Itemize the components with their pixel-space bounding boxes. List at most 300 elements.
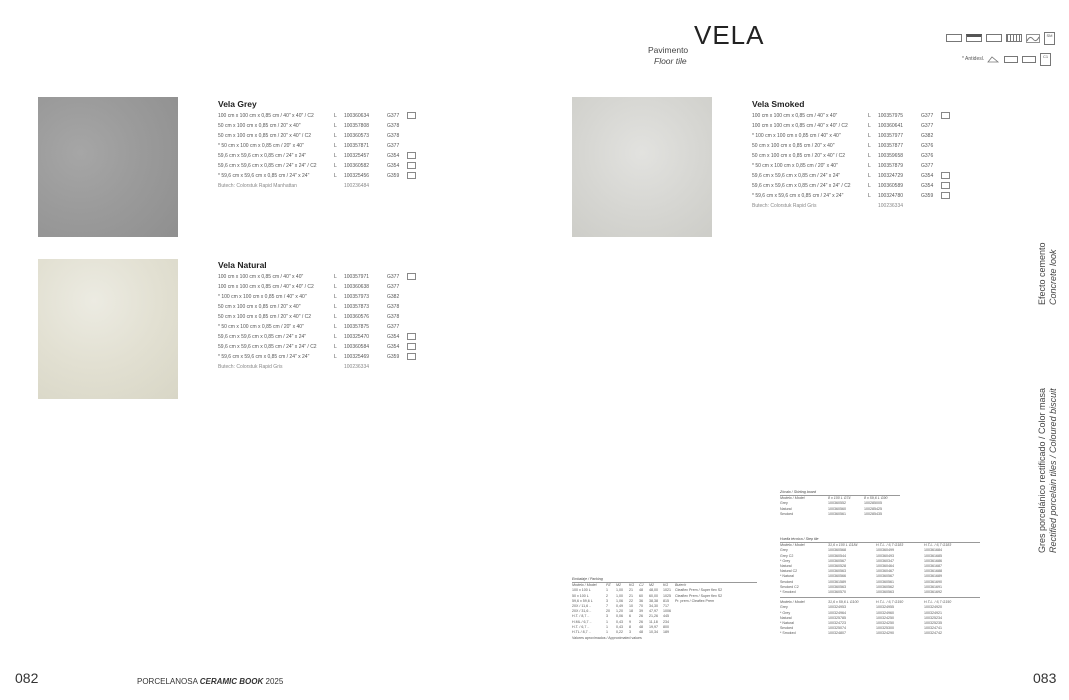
side-desc-en: Rectified porcelain tiles / Coloured biscuit [1048, 388, 1058, 553]
spec-size: 50 cm x 100 cm x 0,85 cm / 20" x 40" / C2 [218, 133, 312, 139]
spec-row [218, 111, 416, 121]
spec-code: 100357873 [344, 304, 370, 310]
tile-thin-icon [946, 34, 962, 42]
table-cell: H.ML / 6,7 .. [572, 619, 592, 624]
spec-row [752, 191, 950, 201]
spec-finish: L [334, 324, 337, 330]
skirting-title: Zócalo / Skirting board [780, 490, 816, 494]
spec-finish: L [868, 173, 871, 179]
table-header-cell: 8 x 59,6 L G90 [864, 496, 888, 501]
cert-icon [407, 273, 416, 280]
spec-code: 100357877 [878, 143, 904, 149]
table-cell: 100325074 [828, 626, 846, 631]
table-cell: 18 [629, 609, 633, 614]
table-cell: 100361687 [924, 564, 942, 569]
cert-icon [941, 192, 950, 199]
table-cell: 100360347 [876, 558, 894, 563]
table-cell: 3 [606, 614, 608, 619]
page-number-right: 083 [1033, 670, 1057, 686]
spec-finish: L [334, 153, 337, 159]
spec-finish: L [868, 113, 871, 119]
table-cell: 20X / 31,6 .. [572, 609, 592, 614]
spec-size: * 59,6 cm x 59,6 cm x 0,85 cm / 24" x 24" [752, 193, 844, 199]
table-cell: 21 [629, 588, 633, 593]
table-cell: 38,38 [649, 598, 658, 603]
spec-finish: L [334, 274, 337, 280]
spec-finish: L [334, 133, 337, 139]
spec-group: G354 [921, 173, 934, 179]
table-cell: 10,34 [649, 630, 658, 635]
bullet-spacer [334, 362, 344, 372]
spec-size: * 50 cm x 100 cm x 0,85 cm / 20" x 40" [752, 163, 838, 169]
table-cell: 100360467 [876, 569, 894, 574]
table-cell: 100361689 [924, 574, 942, 579]
spec-size: * 59,6 cm x 59,6 cm x 0,85 cm / 24" x 24" [218, 173, 310, 179]
table-header-cell: Modelo / Model [780, 600, 805, 605]
spec-finish: L [334, 314, 337, 320]
spec-row [218, 272, 416, 282]
spec-group: G354 [387, 334, 400, 340]
table-header-cell: Modelo / Model [780, 496, 805, 501]
spec-code: 100360584 [344, 344, 370, 350]
spec-finish: L [334, 284, 337, 290]
table-cell: 34,30 [649, 604, 658, 609]
spec-size: * 50 cm x 100 cm x 0,85 cm / 20" x 40" [218, 143, 304, 149]
bullet-label: Butech: Colorstuk Rapid Manhattan [218, 183, 297, 189]
table-cell: Smoked [780, 579, 794, 584]
spec-size: * 59,6 cm x 59,6 cm x 0,85 cm / 24" x 24" [218, 354, 310, 360]
table-cell: Cleaflex Prem / Super flex S2 [675, 588, 723, 593]
table-header-cell: PZ [606, 583, 611, 588]
antislip-note: * Antidesl. [962, 56, 985, 62]
antislip-icons [986, 53, 1051, 66]
table-cell [675, 630, 745, 635]
spec-group: G354 [387, 163, 400, 169]
spec-size: 50 cm x 100 cm x 0,85 cm / 20" x 40" / C2 [218, 314, 312, 320]
table-cell: Smoked C2 [780, 584, 799, 589]
table-cell: 100324955 [876, 605, 894, 610]
spec-group: G376 [921, 153, 934, 159]
table-cell: 100325235 [924, 621, 942, 626]
bullet-spacer [334, 181, 344, 191]
packing-table [572, 577, 757, 641]
bullet-code: 100236334 [344, 364, 370, 370]
side-label-es: Efecto cemento [1037, 242, 1047, 305]
tile-small-icon [1004, 56, 1018, 63]
cert-icon [407, 343, 416, 350]
table-cell: 100360493 [876, 553, 894, 558]
spec-size: 50 cm x 100 cm x 0,85 cm / 20" x 40" [218, 123, 301, 129]
table-cell: 100360567 [876, 574, 894, 579]
spec-code: 100325457 [344, 153, 370, 159]
spec-code: 100359658 [878, 153, 904, 159]
tile-small-icon-2 [1022, 56, 1036, 63]
table-cell: 100324290 [876, 631, 894, 636]
table-header-cell: CJ [639, 583, 644, 588]
spec-group: G378 [387, 304, 400, 310]
spec-row [752, 151, 950, 161]
table-cell: 100324250 [876, 621, 894, 626]
table-cell: * Smoked [780, 631, 796, 636]
footer-brand-prefix: PORCELANOSA [137, 677, 198, 686]
spec-group: G377 [387, 143, 400, 149]
table-cell: 100360499 [876, 548, 894, 553]
table-cell: 100360464 [876, 564, 894, 569]
spec-code: 100360589 [878, 183, 904, 189]
table-header-cell: H.T.L. / 6,7 G183 [924, 543, 952, 548]
spec-code: 100325470 [344, 334, 370, 340]
table-cell: 100360560 [828, 506, 846, 511]
spec-row [752, 171, 950, 181]
spec-row [218, 121, 416, 131]
spec-bullet [218, 181, 416, 191]
spec-size: 100 cm x 100 cm x 0,85 cm / 40" x 40" [218, 274, 304, 280]
spec-group: G377 [387, 274, 400, 280]
table-cell: 100324742 [924, 631, 942, 636]
table-cell: 8 [629, 624, 631, 629]
table-cell: 100324964 [828, 610, 846, 615]
tile-thick-icon [966, 34, 982, 42]
table-cell: 100324741 [924, 626, 942, 631]
bullet-label: Butech: Colorstuk Rapid Gris [752, 203, 817, 209]
table-cell: 100324921 [924, 610, 942, 615]
table-header-cell: KG [663, 583, 669, 588]
spec-size: * 100 cm x 100 cm x 0,85 cm / 40" x 40" [218, 294, 307, 300]
table-cell: 100285435 [864, 511, 882, 516]
wave-icon [1026, 34, 1040, 43]
table-cell: 0,06 [616, 614, 623, 619]
table-cell: 3 [629, 630, 631, 635]
table-cell: 100361688 [924, 569, 942, 574]
sm-badge: SM [1044, 32, 1055, 45]
table-cell: Grey [780, 548, 788, 553]
spec-group: G376 [921, 143, 934, 149]
table-cell: 48 [639, 588, 643, 593]
spec-finish: L [334, 334, 337, 340]
table-cell: 10 [629, 604, 633, 609]
spec-row [218, 282, 416, 292]
side-label-en: Concrete look [1048, 249, 1058, 305]
table-cell: 1 [606, 619, 608, 624]
divider [780, 597, 980, 598]
table-cell: 9 [629, 619, 631, 624]
table-cell: 189 [663, 630, 669, 635]
spec-size: 100 cm x 100 cm x 0,85 cm / 40" x 40" / C2 [218, 113, 314, 119]
table-cell: 100324807 [828, 631, 846, 636]
spec-group: G377 [387, 324, 400, 330]
table-cell: 60,00 [649, 593, 658, 598]
spec-group: G378 [387, 314, 400, 320]
spec-size: 100 cm x 100 cm x 0,85 cm / 40" x 40" / C2 [218, 284, 314, 290]
table-cell: 100324920 [924, 605, 942, 610]
product-grey [218, 99, 416, 191]
spec-code: 100357975 [878, 113, 904, 119]
product-natural [218, 260, 416, 372]
table-cell: 0,49 [616, 604, 623, 609]
table-cell: 70 [639, 604, 643, 609]
table-cell: 48 [639, 624, 643, 629]
table-cell: 100360528 [828, 564, 846, 569]
footer-brand-bold: CERAMIC BOOK [199, 677, 264, 686]
table-cell: 100361692 [924, 590, 942, 595]
spec-code: 100357871 [344, 143, 370, 149]
spec-code: 100360641 [878, 123, 904, 129]
spec-row [218, 141, 416, 151]
table-cell: 100360568 [828, 548, 846, 553]
spec-bullet [218, 362, 416, 372]
spec-row [752, 121, 950, 131]
table-cell: 100361685 [924, 553, 942, 558]
table-row [780, 590, 980, 595]
table-cell: 50 x 100 L [572, 593, 589, 598]
spec-row [218, 312, 416, 322]
spec-finish: L [334, 344, 337, 350]
table-cell: Natural [780, 506, 792, 511]
table-cell: 100360561 [828, 511, 846, 516]
table-cell: 100360566 [828, 574, 846, 579]
foot-icon [986, 55, 1000, 64]
spec-finish: L [868, 183, 871, 189]
table-cell: * Smoked [780, 590, 796, 595]
footer-brand [137, 677, 283, 686]
table-header-cell: H.T.L. / 6,7 G183 [876, 543, 904, 548]
spec-list [218, 111, 416, 191]
spec-list [218, 272, 416, 372]
table-cell: 1,20 [616, 609, 623, 614]
spec-code: 100360573 [344, 133, 370, 139]
spec-code: 100357977 [878, 133, 904, 139]
spec-size: 59,6 cm x 59,6 cm x 0,85 cm / 24" x 24" [218, 153, 307, 159]
page-number-left: 082 [15, 670, 39, 686]
table-cell: 59,6 x 59,6 L [572, 598, 593, 603]
table-cell: 100360562 [876, 584, 894, 589]
table-row [572, 630, 757, 635]
spec-group: G359 [387, 354, 400, 360]
table-cell: 1021 [663, 588, 671, 593]
spec-finish: L [868, 163, 871, 169]
spec-row [218, 322, 416, 332]
table-cell: 0,43 [616, 619, 623, 624]
spec-group: G354 [921, 183, 934, 189]
spec-finish: L [868, 133, 871, 139]
table-cell: Grey [780, 605, 788, 610]
spec-row [752, 181, 950, 191]
spec-size: 100 cm x 100 cm x 0,85 cm / 40" x 40" [752, 113, 838, 119]
spec-finish: L [868, 143, 871, 149]
table-cell: 22 [629, 598, 633, 603]
table-cell: 100324960 [876, 610, 894, 615]
table-cell: 100361686 [924, 558, 942, 563]
tile-image-smoked [572, 97, 712, 237]
tile-outline-icon [986, 34, 1002, 42]
table-cell: 1006 [663, 609, 671, 614]
cert-icon [407, 353, 416, 360]
table-cell: Smoked [780, 511, 794, 516]
cert-icon [407, 112, 416, 119]
spec-bullet [752, 201, 950, 211]
table-cell: 815 [663, 598, 669, 603]
spec-row [218, 171, 416, 181]
table-cell: 19,97 [649, 624, 658, 629]
cert-icon [407, 172, 416, 179]
table-header-cell: Modelo / Model [572, 583, 597, 588]
product-name: Vela Grey [218, 99, 257, 109]
table-cell: Grey C2 [780, 553, 794, 558]
spec-row [752, 111, 950, 121]
table-cell: 1,00 [616, 593, 623, 598]
table-cell: 100360544 [828, 553, 846, 558]
spec-row [218, 332, 416, 342]
table-cell: 100 x 100 L [572, 588, 591, 593]
spec-code: 100325469 [344, 354, 370, 360]
cert-icon [407, 162, 416, 169]
cert-icon [407, 152, 416, 159]
table-header-cell: Modelo / Model [780, 543, 805, 548]
table-cell: Natural C2 [780, 569, 798, 574]
table-cell: 100285425 [864, 506, 882, 511]
spec-group: G354 [387, 344, 400, 350]
spec-row [752, 161, 950, 171]
steps-title: Huella técnica / Step tile [780, 537, 819, 541]
spec-finish: L [334, 304, 337, 310]
spec-finish: L [334, 123, 337, 129]
table-header-cell: H.T.L. / 6,7 G150 [924, 600, 952, 605]
table-cell: H.T. / 8,7 .. [572, 614, 590, 619]
table-cell: 36 [639, 598, 643, 603]
table-cell: 100360570 [828, 590, 846, 595]
spec-finish: L [334, 354, 337, 360]
table-cell: 2 [606, 593, 608, 598]
product-name: Vela Smoked [752, 99, 805, 109]
table-row [780, 512, 900, 517]
table-cell: 11,18 [649, 619, 658, 624]
spec-code: 100324729 [878, 173, 904, 179]
table-header-cell: H.T.L. / 6,7 G150 [876, 600, 904, 605]
product-name: Vela Natural [218, 260, 267, 270]
spec-row [218, 131, 416, 141]
table-cell: * Natural [780, 574, 794, 579]
spec-size: 50 cm x 100 cm x 0,85 cm / 20" x 40" / C2 [752, 153, 846, 159]
table-cell: 100360563 [828, 569, 846, 574]
table-cell: 48,00 [649, 588, 658, 593]
spec-group: G377 [921, 113, 934, 119]
bullet-code: 100236334 [878, 203, 904, 209]
spec-group: G382 [921, 133, 934, 139]
bullet-label: Butech: Colorstuk Rapid Gris [218, 364, 283, 370]
table-cell: 100360561 [876, 579, 894, 584]
spec-finish: L [334, 173, 337, 179]
table-header-cell: M2 [649, 583, 654, 588]
spec-size: 59,6 cm x 59,6 cm x 0,85 cm / 24" x 24" [218, 334, 307, 340]
spec-finish: L [334, 113, 337, 119]
spec-code: 100357971 [344, 274, 370, 280]
spec-row [218, 342, 416, 352]
side-desc-es: Gres porcelánico rectificado / Color masa [1037, 387, 1047, 553]
cert-icon [941, 172, 950, 179]
table-cell: 47,97 [649, 609, 658, 614]
table-cell: 60 [639, 593, 643, 598]
table-cell: 26 [639, 614, 643, 619]
format-icons [946, 33, 1055, 43]
spec-finish: L [868, 123, 871, 129]
cert-icon [407, 333, 416, 340]
spec-group: G359 [387, 173, 400, 179]
spec-code: 100357973 [344, 294, 370, 300]
tile-image-grey [38, 97, 178, 237]
spec-size: 50 cm x 100 cm x 0,85 cm / 20" x 40" [218, 304, 301, 310]
table-cell: 100361690 [924, 579, 942, 584]
subtitle-en: Floor tile [654, 56, 687, 66]
table-header-cell: KG [629, 583, 635, 588]
table-cell: 1 [606, 588, 608, 593]
spec-code: 100357808 [344, 123, 370, 129]
spec-size: 59,6 cm x 59,6 cm x 0,85 cm / 24" x 24" / C2 [218, 163, 317, 169]
table-cell: 100285005 [864, 501, 882, 506]
table-cell: 100324250 [876, 615, 894, 620]
spec-group: G382 [387, 294, 400, 300]
table-cell: Pr. prem / Cleaflex Prem [675, 598, 715, 603]
table-cell: 100324723 [828, 621, 846, 626]
table-row [780, 631, 980, 636]
spec-size: 59,6 cm x 59,6 cm x 0,85 cm / 24" x 24" / C2 [752, 183, 851, 189]
table-header-cell: Butech [675, 583, 687, 588]
table-cell: 20 [606, 609, 610, 614]
cert-icon [941, 112, 950, 119]
table-header-cell: 8 x 100 L G74 [828, 496, 851, 501]
spec-group: G377 [921, 163, 934, 169]
table-cell: 100361589 [828, 579, 846, 584]
spec-group: G378 [387, 133, 400, 139]
table-header-cell: M2 [616, 583, 621, 588]
table-cell: Cleaflex Prem / Super flex S2 [675, 593, 723, 598]
spec-code: 100325456 [344, 173, 370, 179]
packing-title: Embalaje / Packing [572, 577, 603, 581]
spec-group: G377 [387, 284, 400, 290]
table-cell: 26 [639, 619, 643, 624]
table-cell: H.T. / 6,7 .. [572, 624, 590, 629]
bullet-spacer [868, 201, 878, 211]
spec-size: 59,6 cm x 59,6 cm x 0,85 cm / 24" x 24" [752, 173, 841, 179]
table-cell: 234 [663, 619, 669, 624]
spec-size: * 50 cm x 100 cm x 0,85 cm / 20" x 40" [218, 324, 304, 330]
table-cell: * Grey [780, 610, 791, 615]
bullet-code: 100236484 [344, 183, 370, 189]
spec-code: 100360576 [344, 314, 370, 320]
spec-row [752, 141, 950, 151]
spec-row [218, 292, 416, 302]
table-cell: Grey [780, 501, 788, 506]
table-cell: 3 [606, 598, 608, 603]
spec-finish: L [334, 163, 337, 169]
table-cell: 100360567 [828, 558, 846, 563]
table-cell: 100324953 [828, 605, 846, 610]
table-cell: 800 [663, 624, 669, 629]
subtitle-es: Pavimento [648, 45, 689, 55]
table-cell: 445 [663, 614, 669, 619]
spec-code: 100357879 [878, 163, 904, 169]
spec-code: 100324780 [878, 193, 904, 199]
spec-finish: L [868, 153, 871, 159]
table-cell: 1 [606, 624, 608, 629]
table-cell: 717 [663, 604, 669, 609]
spec-group: G359 [921, 193, 934, 199]
spec-list [752, 111, 950, 211]
table-cell: 1,00 [616, 588, 623, 593]
spec-code: 100360634 [344, 113, 370, 119]
spec-group: G378 [387, 123, 400, 129]
table-header-cell: 31,6 x 100 L G184 [828, 543, 858, 548]
table-cell: 1 [606, 630, 608, 635]
